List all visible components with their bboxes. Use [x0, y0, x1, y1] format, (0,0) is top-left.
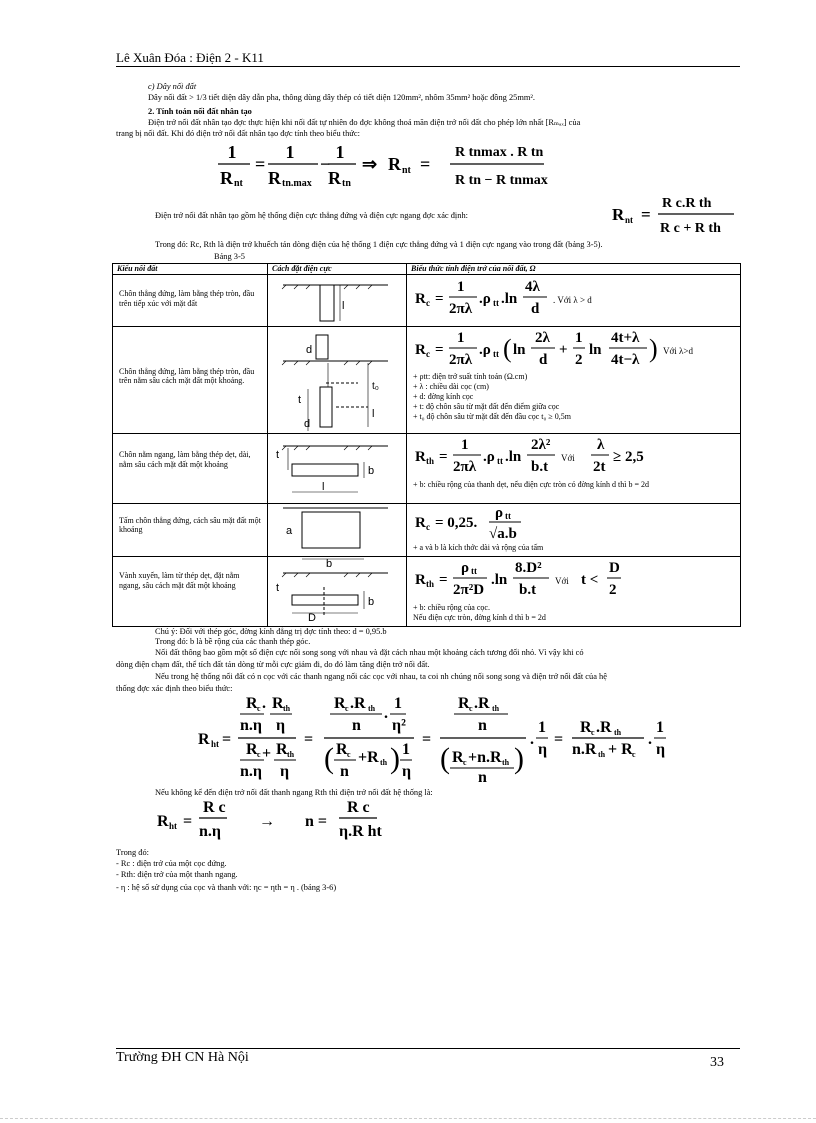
table-header-row — [113, 264, 741, 275]
svg-text:.ρ: .ρ — [479, 341, 491, 358]
svg-text:2λ²: 2λ² — [531, 437, 551, 453]
th-formula: Biểu thức tính điện trở của nối đất, Ω — [407, 264, 741, 275]
svg-text:R: R — [246, 741, 258, 758]
svg-text:=: = — [554, 731, 564, 748]
svg-text:R: R — [334, 695, 346, 712]
svg-text:R: R — [246, 695, 258, 712]
svg-text:ln: ln — [513, 341, 526, 358]
svg-text:tt: tt — [505, 510, 512, 521]
row5-type: Vành xuyến, làm từ thép dẹt, đặt nằm ngang, sâu cách mặt đất một khoảng — [113, 557, 268, 627]
svg-text:=: = — [255, 154, 266, 174]
svg-text:=: = — [435, 341, 444, 358]
svg-text:n.η: n.η — [240, 763, 262, 780]
svg-text:=: = — [439, 449, 448, 465]
svg-text:.R: .R — [474, 695, 490, 712]
f2-lhs-sub: nt — [625, 215, 634, 225]
f1-t2-sub: tn — [342, 178, 351, 189]
footer-school: Trường ĐH CN Hà Nội — [116, 1050, 249, 1065]
svg-text:n.η: n.η — [240, 717, 262, 734]
svg-text:R: R — [452, 749, 464, 766]
svg-text:(: ( — [503, 333, 512, 363]
row3-formula — [413, 437, 733, 477]
formula-rht-simple — [155, 798, 395, 842]
svg-text:c: c — [347, 750, 351, 759]
svg-text:1: 1 — [402, 741, 410, 758]
desc-rnt: Điện trở nối đất nhân tạo gồm hệ thống điện cực thẳng đứng và điện cực ngang đợc xác định: — [155, 211, 468, 220]
f1-rhs-lhs: R — [388, 154, 401, 174]
svg-text:d: d — [539, 351, 548, 368]
svg-text:.ρ: .ρ — [479, 291, 491, 307]
svg-text:2t: 2t — [593, 459, 606, 475]
svg-text:+n.R: +n.R — [468, 749, 502, 766]
row5-label-b: b — [368, 596, 375, 608]
row3-diagram — [268, 434, 407, 504]
svg-text:2: 2 — [609, 582, 617, 598]
svg-text:η: η — [276, 717, 286, 734]
svg-text:1: 1 — [461, 437, 469, 453]
svg-text:1: 1 — [394, 695, 402, 712]
row5-diagram — [268, 557, 407, 627]
svg-text:η: η — [402, 763, 412, 780]
row1-formula-cell — [407, 275, 741, 327]
svg-text:+: + — [262, 745, 272, 762]
table-3-5 — [112, 263, 741, 627]
svg-text:ρ: ρ — [461, 560, 470, 576]
row2-label-l: l — [372, 407, 375, 420]
table-row — [113, 275, 741, 327]
section-2-line1: Điện trở nối đất nhân tạo đợc thực hiện khi nối đất tự nhiên đo đợc không thoả mãn điện trở nối đất cho phép lớn nhất [Rₘₐₓ] của — [148, 118, 581, 127]
para1b: dòng điện chạm đất, thể tích đất tản dòng từ mỗi cực giảm đi, do đó làm tăng điện trở nối đất. — [116, 660, 430, 669]
svg-text:): ) — [649, 333, 658, 363]
row3-type: Chôn nằm ngang, làm bằng thép dẹt, dài, nằm sâu cách mặt đất một khoảng — [113, 434, 268, 504]
svg-text:b.t: b.t — [519, 582, 537, 598]
svg-text:η²: η² — [392, 717, 406, 734]
page-header: Lê Xuân Đóa : Điện 2 - K11 — [116, 50, 264, 65]
svg-text:η: η — [656, 741, 666, 758]
svg-text:c: c — [345, 704, 349, 713]
svg-text:R: R — [272, 695, 284, 712]
th-type: Kiểu nối đất — [113, 264, 268, 275]
section-c-title: c) Dây nối đất — [148, 82, 197, 91]
svg-text:th: th — [426, 579, 435, 589]
f1-lhs-sub: nt — [234, 178, 243, 189]
svg-text:tt: tt — [497, 456, 504, 466]
f2-den: R c + R th — [660, 221, 721, 236]
svg-text:R: R — [415, 514, 426, 531]
row2-label-d1: d — [306, 343, 313, 356]
f1-t2-den: R — [328, 168, 341, 188]
row5-label-D: D — [308, 612, 316, 623]
row1-formula — [413, 279, 733, 317]
svg-text:R: R — [415, 572, 426, 588]
svg-text:n: n — [478, 717, 487, 734]
row5-label-b-top: b — [326, 558, 333, 570]
f1-rhs-den: R tn − R tnmax — [455, 173, 548, 188]
row2-label-t: t — [298, 393, 302, 406]
f4-num: R c — [203, 799, 226, 816]
svg-text:c: c — [463, 758, 467, 767]
svg-text:2πλ: 2πλ — [449, 301, 473, 317]
f1-arrow: ⇒ — [362, 154, 378, 174]
section-2-line2: trang bị nối đất. Khi đó điện trở nối đất nhân tạo đợc tính theo biểu thức: — [116, 129, 360, 138]
svg-text:1: 1 — [538, 719, 546, 736]
row5-formula — [413, 560, 733, 600]
section-2-title: 2. Tính toán nối đất nhân tạo — [148, 107, 252, 116]
svg-text:=: = — [420, 154, 431, 174]
f3-lhs-sub: ht — [211, 739, 220, 749]
row2-label-d2: d — [304, 417, 311, 430]
row4-note-1: + a và b là kích thớc dài và rộng của tấm — [413, 543, 544, 552]
svg-text:R: R — [415, 291, 426, 307]
svg-text:=: = — [439, 572, 448, 588]
row5-note-1: + b: chiều rộng của cọc. — [413, 602, 490, 612]
para2b: thống đợc xác định theo biểu thức: — [116, 684, 233, 693]
svg-text:4t+λ: 4t+λ — [611, 329, 640, 346]
f4-den: n.η — [199, 823, 221, 840]
f4-lhs: R — [157, 813, 169, 830]
section-c-text: Dây nối đất > 1/3 tiết diện dây dẫn pha, thông dùng dây thép có tiết diện 120mm², nhôm 35mm² hoặc đồng 25mm². — [148, 93, 535, 102]
svg-text:2πλ: 2πλ — [453, 459, 477, 475]
svg-text:=: = — [435, 291, 444, 307]
row3-note-1: + b: chiều rộng của thanh dẹt, nếu điện cực tròn có đờng kính d thì b = 2d — [413, 479, 649, 489]
row4-formula-cell — [407, 503, 741, 557]
svg-text:= 0,25.: = 0,25. — [435, 514, 478, 531]
row2-formula-cell — [407, 326, 741, 434]
svg-text:n: n — [352, 717, 361, 734]
trong-do-2: Trong đó: b là bề rộng của các thanh thép góc. — [155, 637, 311, 646]
svg-text:th: th — [368, 704, 376, 713]
svg-text:th: th — [283, 704, 291, 713]
svg-text:ρ: ρ — [495, 506, 504, 521]
svg-text:R: R — [276, 741, 288, 758]
svg-text:th: th — [492, 704, 500, 713]
row2-label-t0: t₀ — [372, 380, 379, 392]
svg-text:R: R — [415, 449, 426, 465]
row1-label-l: l — [342, 300, 345, 312]
svg-text:R: R — [580, 719, 592, 736]
svg-text:.R: .R — [350, 695, 366, 712]
f1-t2-num: 1 — [335, 142, 345, 162]
neu-khong: Nếu không kể đến điện trở nối đất thanh ngang Rth thì điện trở nối đất hệ thống là: — [155, 788, 433, 797]
row3-label-l: l — [322, 481, 325, 493]
f1-rhs-lhs-sub: nt — [402, 165, 411, 176]
para1a: Nối đất thông bao gồm một số điện cực nối song song với nhau và đặt cách nhau một khoảng cách tương đối nhỏ. Vì vậy khi có — [155, 648, 584, 657]
svg-text:n: n — [478, 769, 487, 784]
svg-text:+R: +R — [358, 749, 379, 766]
svg-text:tt: tt — [493, 348, 500, 359]
row4-diagram — [268, 503, 407, 557]
svg-text:√a.b: √a.b — [489, 525, 517, 541]
svg-text:): ) — [390, 742, 400, 775]
row2-cond: Với λ>d — [663, 345, 693, 356]
svg-text:R: R — [336, 741, 348, 758]
f4-rhs: n = — [305, 813, 328, 830]
legend-item-2: - Rth: điện trở của một thanh ngang. — [116, 870, 238, 879]
row2-diagram — [268, 326, 407, 434]
row2-note-4: + t: độ chôn sâu từ mặt đất đến điểm giữa cọc — [413, 402, 560, 411]
row5-label-t: t — [276, 582, 280, 594]
svg-text:R: R — [415, 341, 426, 358]
f4-rhs-den: η.R ht — [339, 823, 382, 840]
svg-text:1: 1 — [457, 279, 465, 295]
svg-text:n.R: n.R — [572, 741, 597, 758]
formula-rnt — [210, 140, 550, 190]
svg-text:.: . — [530, 731, 534, 748]
page-break — [0, 1118, 816, 1119]
svg-text:th: th — [502, 758, 510, 767]
f1-rhs-num: R tnmax . R tn — [455, 145, 544, 160]
trong-do-1: Trong đó: Rc, Rth là điện trở khuếch tán dòng điện của hệ thống 1 điện cực thẳng đứng và 1 điện cực ngang vào trong đất (bảng 3-5). — [155, 240, 603, 249]
footer-rule — [116, 1048, 740, 1049]
svg-text:1: 1 — [457, 329, 465, 346]
svg-text:=: = — [422, 731, 432, 748]
f1-t1-num: 1 — [285, 142, 295, 162]
svg-text:R: R — [458, 695, 470, 712]
row2-type: Chôn thẳng đứng, làm bằng thép tròn, đầu trên nằm sâu cách mặt đất một khoảng. — [113, 326, 268, 434]
svg-text:c: c — [257, 750, 261, 759]
svg-text:.: . — [262, 695, 266, 712]
svg-text:+ R: + R — [608, 741, 633, 758]
f4-arrow: → — [259, 813, 275, 830]
svg-text:): ) — [514, 742, 524, 775]
svg-text:c: c — [426, 348, 431, 359]
legend-item-1: - Rc : điện trở của một cọc đứng. — [116, 859, 227, 868]
page-number: 33 — [710, 1055, 724, 1070]
formula-rht — [196, 692, 676, 784]
row1-diagram — [268, 275, 407, 327]
table-row — [113, 503, 741, 557]
svg-text:2π²D: 2π²D — [453, 582, 485, 598]
row5-note-2: Nếu điện cực tròn, đờng kính d thì b = 2d — [413, 612, 546, 622]
row2-formula — [413, 330, 733, 370]
row2-note-2: + λ : chiều dài cọc (cm) — [413, 382, 489, 391]
f2-lhs: R — [612, 205, 625, 224]
svg-text:th: th — [426, 456, 435, 466]
svg-text:.ln: .ln — [501, 291, 518, 307]
table-row — [113, 557, 741, 627]
svg-text:(: ( — [440, 742, 450, 775]
svg-text:≥ 2,5: ≥ 2,5 — [613, 449, 644, 465]
svg-text:ln: ln — [589, 341, 602, 358]
svg-text:.ρ: .ρ — [483, 449, 495, 465]
para2a: Nếu trong hệ thống nối đất có n cọc với các thanh ngang nối các cọc với nhau, ta coi nh chúng nối song song và điện trở nối đất của hệ — [155, 672, 607, 681]
svg-text:c: c — [426, 521, 431, 532]
svg-text:c: c — [469, 704, 473, 713]
svg-text:th: th — [614, 728, 622, 737]
svg-text:c: c — [591, 728, 595, 737]
f1-t1-den: R — [268, 168, 281, 188]
f1-t1-sub: tn.max — [282, 178, 312, 189]
f1-lhs-num: 1 — [227, 142, 237, 162]
f2-num: R c.R th — [662, 196, 712, 211]
svg-text:.R: .R — [596, 719, 612, 736]
row5-formula-cell — [407, 557, 741, 627]
f3-lhs: R — [198, 731, 210, 748]
row1-type: Chôn thẳng đứng, làm bằng thép tròn, đầu trên tiếp xúc với mặt đất — [113, 275, 268, 327]
svg-text:.: . — [384, 705, 388, 722]
svg-text:1: 1 — [575, 329, 583, 346]
chu-y: Chú ý: Đối với thép góc, đờng kính đẳng trị đợc tính theo: d = 0,95.b — [155, 627, 387, 636]
svg-text:λ: λ — [597, 437, 605, 453]
f4-lhs-sub: ht — [169, 821, 178, 831]
svg-text:.ln: .ln — [491, 572, 508, 588]
f1-lhs-den: R — [220, 168, 233, 188]
svg-text:c: c — [257, 704, 261, 713]
row3-label-b: b — [368, 465, 375, 477]
table-caption: Bảng 3-5 — [214, 252, 245, 261]
svg-text:tt: tt — [493, 298, 500, 308]
row2-note-3: + d: đờng kính cọc — [413, 392, 474, 401]
svg-text:n: n — [340, 763, 349, 780]
svg-text:+: + — [559, 341, 568, 358]
svg-text:2: 2 — [575, 351, 583, 368]
svg-text:=: = — [183, 813, 193, 830]
svg-text:th: th — [380, 758, 388, 767]
svg-text:c: c — [632, 750, 636, 759]
row4-formula — [413, 507, 733, 541]
svg-text:D: D — [609, 560, 620, 576]
svg-text:=: = — [304, 731, 314, 748]
svg-text:th: th — [598, 750, 606, 759]
svg-text:2λ: 2λ — [535, 329, 550, 346]
svg-text:Với: Với — [561, 453, 575, 463]
svg-text:=: = — [641, 205, 651, 224]
svg-text:d: d — [531, 301, 540, 317]
row3-label-t: t — [276, 449, 280, 461]
svg-text:th: th — [287, 750, 295, 759]
svg-text:.: . — [648, 731, 652, 748]
row3-formula-cell — [407, 434, 741, 504]
header-rule — [116, 66, 740, 67]
legend-title: Trong đó: — [116, 848, 149, 857]
f4-rhs-num: R c — [347, 799, 370, 816]
legend-item-3: - η : hệ số sử dụng của cọc và thanh với: ηc = ηth = η . (bảng 3-6) — [116, 883, 337, 892]
svg-text:2πλ: 2πλ — [449, 351, 473, 368]
svg-text:η: η — [280, 763, 290, 780]
table-row — [113, 434, 741, 504]
svg-text:8.D²: 8.D² — [515, 560, 542, 576]
row2-note-1: + ρtt: điện trở suất tính toán (Ω.cm) — [413, 372, 528, 381]
svg-text:t <: t < — [581, 572, 599, 588]
svg-text:c: c — [426, 298, 431, 308]
svg-text:tt: tt — [471, 566, 478, 576]
formula-rnt2 — [610, 192, 740, 238]
svg-text:Với: Với — [555, 576, 569, 586]
row1-cond: . Với λ > d — [553, 295, 592, 305]
svg-text:η: η — [538, 741, 548, 758]
table-row — [113, 326, 741, 434]
svg-text:b.t: b.t — [531, 459, 549, 475]
svg-text:(: ( — [324, 742, 334, 775]
row2-note-5: + t₀ độ chôn sâu từ mặt đất đến đầu cọc t₀ ≥ 0,5m — [413, 412, 571, 421]
svg-text:4t−λ: 4t−λ — [611, 351, 640, 368]
svg-text:=: = — [222, 731, 232, 748]
th-placement: Cách đặt điện cực — [268, 264, 407, 275]
svg-text:4λ: 4λ — [525, 279, 540, 295]
row4-label-a: a — [286, 524, 293, 537]
svg-text:.ln: .ln — [505, 449, 522, 465]
svg-text:1: 1 — [656, 719, 664, 736]
row4-type: Tấm chôn thẳng đứng, cách sâu mặt đất một khoảng — [113, 503, 268, 557]
svg-text:−: − — [320, 154, 331, 174]
